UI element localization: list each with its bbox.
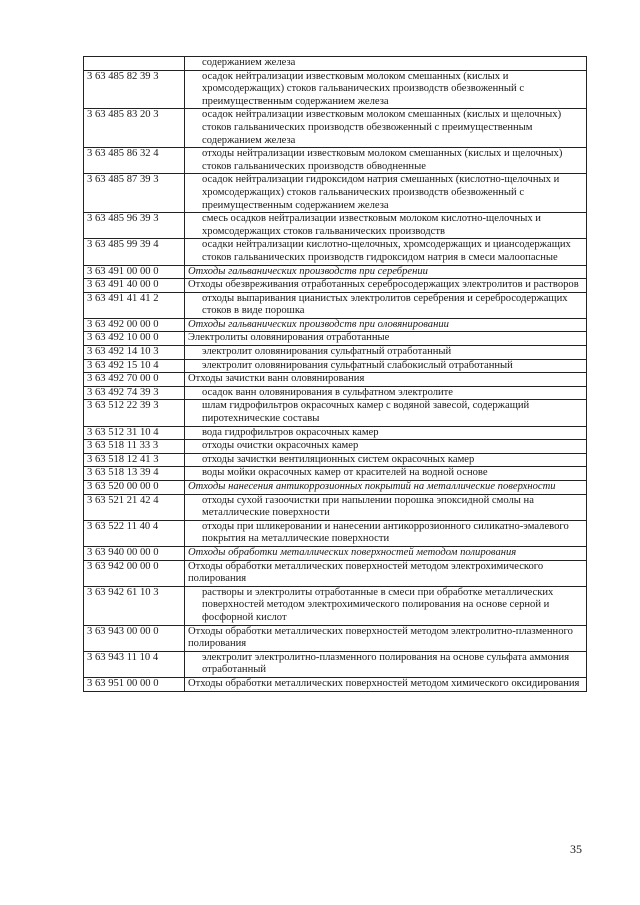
waste-description: отходы зачистки вентиляционных систем окрасочных камер: [185, 453, 587, 467]
table-row: [84, 494, 587, 520]
table-row: [84, 560, 587, 586]
waste-description: Отходы нанесения антикоррозионных покрытий на металлические поверхности: [185, 481, 587, 495]
table-row: [84, 386, 587, 400]
table-row: [84, 440, 587, 454]
table-row: [84, 625, 587, 651]
table-row: [84, 400, 587, 426]
waste-code: 3 63 518 11 33 3: [84, 440, 185, 454]
waste-code: 3 63 491 41 41 2: [84, 292, 185, 318]
table-row: [84, 426, 587, 440]
waste-description: отходы нейтрализации известковым молоком смешанных (кислых и щелочных) стоков гальванических производств обводненные: [185, 148, 587, 174]
waste-description: электролит оловянирования сульфатный слабокислый отработанный: [185, 359, 587, 373]
waste-code: 3 63 485 86 32 4: [84, 148, 185, 174]
table-row: [84, 292, 587, 318]
table-row: [84, 174, 587, 213]
table-row: [84, 586, 587, 625]
waste-code: 3 63 943 11 10 4: [84, 651, 185, 677]
table-row: [84, 318, 587, 332]
waste-code: 3 63 520 00 00 0: [84, 481, 185, 495]
waste-code: 3 63 485 83 20 3: [84, 109, 185, 148]
waste-code: 3 63 942 61 10 3: [84, 586, 185, 625]
table-row: [84, 332, 587, 346]
waste-description: Отходы зачистки ванн оловянирования: [185, 373, 587, 387]
table-row: [84, 520, 587, 546]
waste-code: 3 63 940 00 00 0: [84, 546, 185, 560]
waste-description: содержанием железа: [185, 57, 587, 71]
table-row: [84, 265, 587, 279]
waste-code: [84, 57, 185, 71]
waste-description: Отходы гальванических производств при оловянировании: [185, 318, 587, 332]
waste-code: 3 63 492 14 10 3: [84, 346, 185, 360]
waste-description: Отходы обработки металлических поверхностей методом полирования: [185, 546, 587, 560]
waste-code: 3 63 485 96 39 3: [84, 213, 185, 239]
waste-description: Отходы гальванических производств при серебрении: [185, 265, 587, 279]
waste-description: Электролиты оловянирования отработанные: [185, 332, 587, 346]
table-row: [84, 148, 587, 174]
waste-description: электролит оловянирования сульфатный отработанный: [185, 346, 587, 360]
waste-code: 3 63 951 00 00 0: [84, 677, 185, 691]
waste-code: 3 63 492 00 00 0: [84, 318, 185, 332]
waste-code: 3 63 492 15 10 4: [84, 359, 185, 373]
waste-description: осадок нейтрализации гидроксидом натрия смешанных (кислотно-щелочных и хромсодержащих) стоков гальванических производств обезвоженный с преимущественным содержанием железа: [185, 174, 587, 213]
table-row: [84, 70, 587, 109]
table-row: [84, 279, 587, 293]
waste-code: 3 63 518 13 39 4: [84, 467, 185, 481]
waste-description: электролит электролитно-плазменного полирования на основе сульфата аммония отработанный: [185, 651, 587, 677]
waste-description: шлам гидрофильтров окрасочных камер с водяной завесой, содержащий пиротехнические составы: [185, 400, 587, 426]
waste-description: растворы и электролиты отработанные в смеси при обработке металлических поверхностей методом электрохимического полирования на основе серной и фосфорной кислот: [185, 586, 587, 625]
waste-description: Отходы обработки металлических поверхностей методом электрохимического полирования: [185, 560, 587, 586]
table-row: [84, 677, 587, 691]
waste-description: Отходы обработки металлических поверхностей методом химического оксидирования: [185, 677, 587, 691]
waste-code: 3 63 492 10 00 0: [84, 332, 185, 346]
table-row: [84, 481, 587, 495]
waste-description: отходы сухой газоочистки при напылении порошка эпоксидной смолы на металлические поверхности: [185, 494, 587, 520]
page-number: 35: [570, 842, 582, 856]
table-row: [84, 239, 587, 265]
waste-code: 3 63 522 11 40 4: [84, 520, 185, 546]
waste-description: осадок ванн оловянирования в сульфатном электролите: [185, 386, 587, 400]
waste-description: смесь осадков нейтрализации известковым молоком кислотно-щелочных и хромсодержащих стоков гальванических производств: [185, 213, 587, 239]
waste-description: осадок нейтрализации известковым молоком смешанных (кислых и щелочных) стоков гальванических производств обезвоженный с преимущественным содержанием железа: [185, 109, 587, 148]
table-row: [84, 546, 587, 560]
table-row: [84, 373, 587, 387]
table-row: [84, 453, 587, 467]
waste-code: 3 63 942 00 00 0: [84, 560, 185, 586]
waste-classification-table: [83, 56, 587, 692]
waste-description: отходы при шликеровании и нанесении антикоррозионного силикатно-эмалевого покрытия на металлические поверхности: [185, 520, 587, 546]
table-body: [84, 57, 587, 692]
waste-description: осадок нейтрализации известковым молоком смешанных (кислых и хромсодержащих) стоков гальванических производств обезвоженный с преимущественным содержанием железа: [185, 70, 587, 109]
waste-description: Отходы обработки металлических поверхностей методом электролитно-плазменного полирования: [185, 625, 587, 651]
table-row: [84, 213, 587, 239]
waste-code: 3 63 485 99 39 4: [84, 239, 185, 265]
waste-code: 3 63 518 12 41 3: [84, 453, 185, 467]
waste-code: 3 63 521 21 42 4: [84, 494, 185, 520]
waste-code: 3 63 491 40 00 0: [84, 279, 185, 293]
waste-code: 3 63 512 22 39 3: [84, 400, 185, 426]
table-row: [84, 57, 587, 71]
waste-code: 3 63 485 87 39 3: [84, 174, 185, 213]
waste-code: 3 63 485 82 39 3: [84, 70, 185, 109]
table-row: [84, 467, 587, 481]
waste-code: 3 63 943 00 00 0: [84, 625, 185, 651]
table-row: [84, 109, 587, 148]
waste-description: вода гидрофильтров окрасочных камер: [185, 426, 587, 440]
waste-description: Отходы обезвреживания отработанных серебросодержащих электролитов и растворов: [185, 279, 587, 293]
table-row: [84, 359, 587, 373]
waste-description: отходы выпаривания цианистых электролитов серебрения и серебросодержащих стоков в виде порошка: [185, 292, 587, 318]
waste-code: 3 63 492 74 39 3: [84, 386, 185, 400]
table-row: [84, 346, 587, 360]
waste-code: 3 63 512 31 10 4: [84, 426, 185, 440]
waste-description: отходы очистки окрасочных камер: [185, 440, 587, 454]
waste-code: 3 63 491 00 00 0: [84, 265, 185, 279]
waste-code: 3 63 492 70 00 0: [84, 373, 185, 387]
waste-description: воды мойки окрасочных камер от красителей на водной основе: [185, 467, 587, 481]
table-row: [84, 651, 587, 677]
waste-description: осадки нейтрализации кислотно-щелочных, хромсодержащих и циансодержащих стоков гальванических производств гидроксидом натрия в смеси малоопасные: [185, 239, 587, 265]
